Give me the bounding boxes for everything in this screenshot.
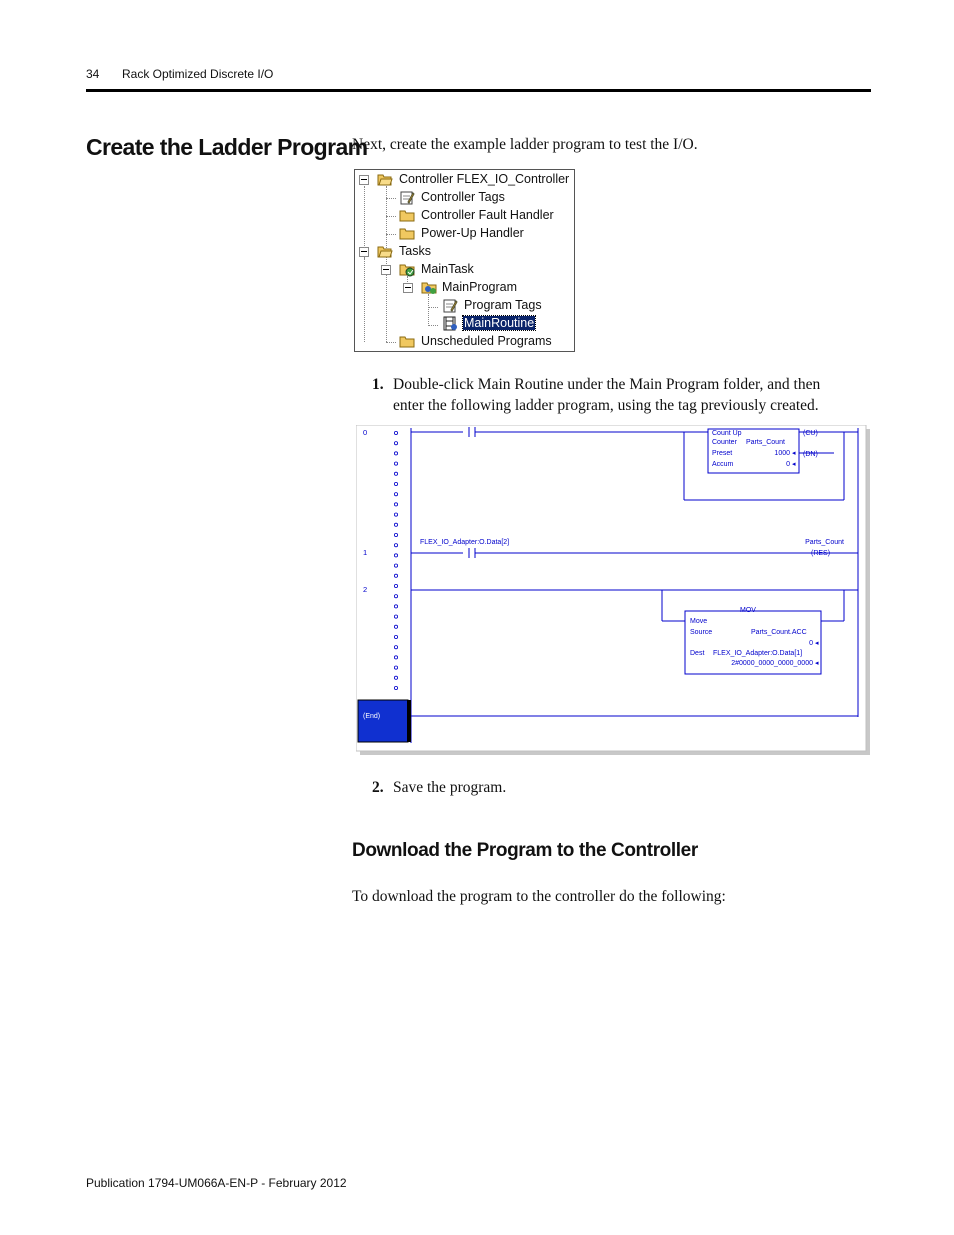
program-icon <box>421 280 437 295</box>
mov-source-live: 0 <box>809 640 813 647</box>
arrow-icon: ◂ <box>792 461 796 468</box>
subsection-paragraph: To download the program to the controller do the following: <box>352 888 726 905</box>
ctu-counter-value: Parts_Count <box>746 439 785 446</box>
task-icon <box>399 262 415 277</box>
rung-number: 2 <box>363 585 368 594</box>
subsection-heading: Download the Program to the Controller <box>352 840 698 861</box>
ctu-preset-label: Preset <box>712 450 733 457</box>
collapse-icon[interactable] <box>403 283 413 293</box>
collapse-icon[interactable] <box>359 175 369 185</box>
ladder-diagram <box>356 425 870 755</box>
rung-number: 1 <box>363 548 368 557</box>
folder-icon <box>399 334 415 349</box>
mov-dest-label: Dest <box>690 650 705 657</box>
section-heading: Create the Ladder Program <box>86 134 368 160</box>
tree-item-label: MainProgram <box>442 280 518 294</box>
tree-item-label: Unscheduled Programs <box>421 334 552 348</box>
tree-item-label: MainRoutine <box>464 316 535 330</box>
routine-icon <box>442 316 458 331</box>
step-text-line: Double-click Main Routine under the Main Program folder, and then <box>393 376 821 393</box>
arrow-icon: ◂ <box>792 450 796 457</box>
mov-dest-value: FLEX_IO_Adapter:O.Data[1] <box>713 650 803 657</box>
tree-item-label: Program Tags <box>464 298 542 312</box>
dn-output: (DN) <box>803 451 818 458</box>
ctu-counter-label: Counter <box>712 439 737 446</box>
tree-item-label: Controller Fault Handler <box>421 208 554 222</box>
mov-title: MOV <box>740 607 756 614</box>
ctu-accum-value: 0 <box>786 461 790 468</box>
folder-icon <box>399 226 415 241</box>
tree-item-label: MainTask <box>421 262 474 276</box>
tree-item-label: Tasks <box>399 244 431 258</box>
collapse-icon[interactable] <box>381 265 391 275</box>
tree-item-label: Power-Up Handler <box>421 226 524 240</box>
ctu-accum-label: Accum <box>712 461 734 468</box>
end-label: (End) <box>363 713 381 720</box>
mov-move-label: Move <box>690 618 708 625</box>
controller-organizer-tree <box>354 169 575 352</box>
running-title: Rack Optimized Discrete I/O <box>122 67 274 81</box>
tree-item-label: Controller Tags <box>421 190 505 204</box>
res-output: (RES) <box>811 550 831 557</box>
tree-item-label: Controller FLEX_IO_Controller <box>399 172 570 186</box>
arrow-icon: ◂ <box>815 660 819 667</box>
mov-source-value: Parts_Count.ACC <box>751 629 807 636</box>
mov-dest-live: 2#0000_0000_0000_0000 <box>731 660 813 667</box>
ctu-title: Count Up <box>712 430 742 437</box>
arrow-icon: ◂ <box>815 640 819 647</box>
intro-paragraph: Next, create the example ladder program to test the I/O. <box>352 136 698 153</box>
tags-icon <box>399 190 415 205</box>
ctu-preset-value: 1000 <box>774 450 790 457</box>
step-text-line: Save the program. <box>393 779 507 796</box>
rung-number: 0 <box>363 428 368 437</box>
res-tag: Parts_Count <box>805 539 844 546</box>
publication-footer: Publication 1794-UM066A-EN-P - February 2012 <box>86 1176 347 1190</box>
tags-icon <box>442 298 458 313</box>
collapse-icon[interactable] <box>359 247 369 257</box>
folder-open-icon <box>377 172 393 187</box>
folder-icon <box>399 208 415 223</box>
folder-open-icon <box>377 244 393 259</box>
step-2 <box>372 777 872 799</box>
step-number: 2. <box>372 779 384 796</box>
contact-tag: FLEX_IO_Adapter:O.Data[2] <box>420 539 510 546</box>
step-1 <box>372 374 872 418</box>
mov-source-label: Source <box>690 629 713 636</box>
step-text-line: enter the following ladder program, using the tag previously created. <box>393 397 819 414</box>
page-number: 34 <box>86 67 100 81</box>
cu-output: (CU) <box>803 430 818 437</box>
header-rule <box>86 89 871 92</box>
step-number: 1. <box>372 376 384 393</box>
